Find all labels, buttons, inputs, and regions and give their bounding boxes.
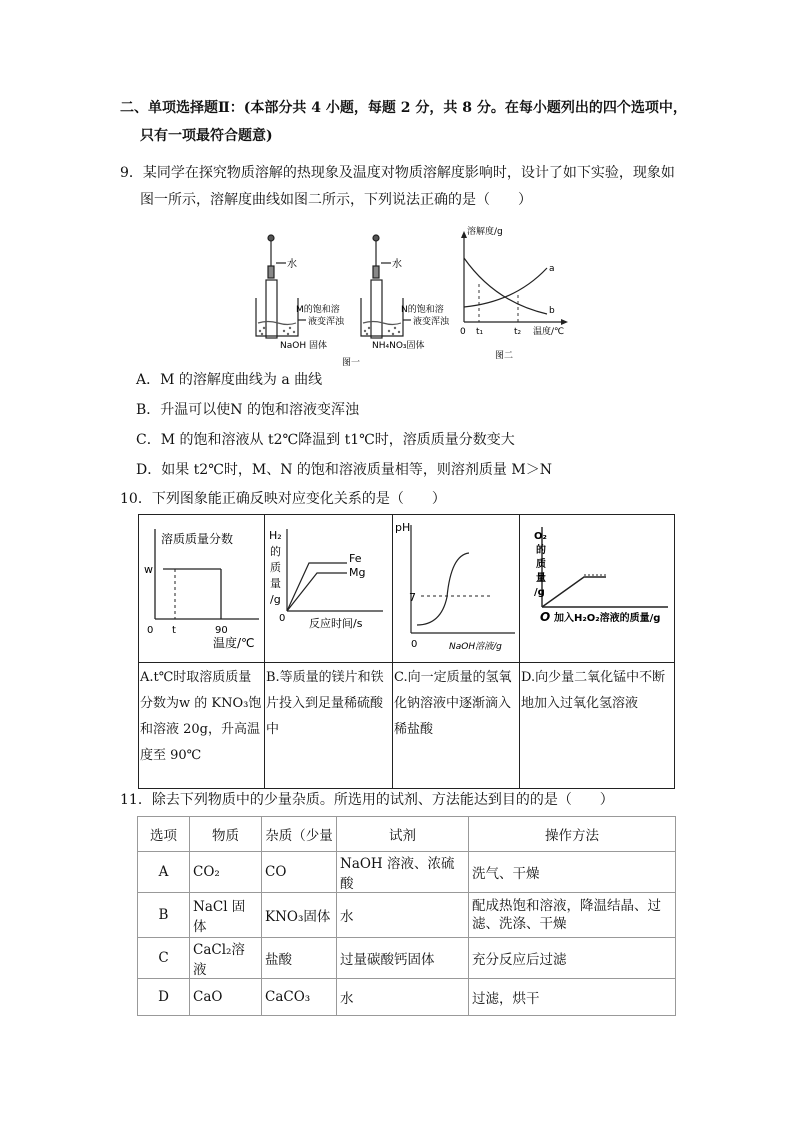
q11-row-a-impurity: CO — [262, 852, 337, 893]
q10-desc-b: B.等质量的镁片和铁片投入到足量稀硫酸中 — [265, 663, 393, 789]
q11-header-row — [138, 817, 676, 852]
section-title-line1: 二、单项选择题Ⅱ：(本部分共 4 小题，每题 2 分，共 8 分。在每小题列出的四个选项中， — [120, 100, 687, 116]
fig1-caption: 图一 — [341, 358, 361, 368]
table-row — [138, 852, 676, 893]
fig2-ylabel: 溶解度/g — [467, 227, 503, 237]
q10-desc-d: D.向少量二氧化锰中不断地加入过氧化氢溶液 — [520, 663, 675, 789]
fig2-t2: t₂ — [514, 327, 522, 337]
q11-table — [137, 816, 676, 1016]
q11-row-c-method: 充分反应后过滤 — [469, 938, 676, 979]
q11-header-reagent: 试剂 — [337, 817, 469, 852]
graph-b-y1: H₂ — [269, 529, 282, 542]
q11-row-c-reagent: 过量碳酸钙固体 — [337, 938, 469, 979]
q11-row-c-impurity: 盐酸 — [262, 938, 337, 979]
graph-a-xlabel: 温度/℃ — [213, 636, 255, 650]
q10-graph-b-cell — [265, 515, 393, 663]
q10-graph-c — [393, 515, 518, 658]
graph-b-y4: 量 — [270, 577, 281, 590]
fig1-m-label1: M的饱和溶 — [296, 305, 340, 315]
fig2-curve-b-label: b — [549, 306, 555, 316]
fig1-n-label1: N的饱和溶 — [401, 305, 444, 315]
graph-c-origin: 0 — [411, 639, 418, 650]
fig1-nh4no3-label: NH₄NO₃固体 — [372, 341, 425, 351]
fig2-t1: t₁ — [476, 327, 484, 337]
q11-row-d-option: D — [138, 979, 190, 1016]
q11-row-b-impurity: KNO₃固体 — [262, 893, 337, 938]
graph-c-ylabel: pH — [395, 521, 411, 534]
graph-d-y5: /g — [534, 587, 545, 598]
q9-stem-line1: 9．某同学在探究物质溶解的热现象及温度对物质溶解度影响时，设计了如下实验，现象如 — [120, 165, 675, 181]
q11-row-b-option: B — [138, 893, 190, 938]
graph-b-y2: 的 — [270, 545, 281, 558]
q11-row-b-method: 配成热饱和溶液，降温结晶、过滤、洗涤、干燥 — [469, 893, 676, 938]
fig1-naoh-label: NaOH 固体 — [280, 341, 327, 351]
graph-b-y5: /g — [270, 593, 281, 606]
q11-row-c-substance: CaCl₂溶液 — [190, 938, 262, 979]
graph-a-w: w — [144, 563, 153, 576]
fig2-caption: 图二 — [495, 351, 514, 361]
graph-d-y2: 的 — [536, 545, 546, 556]
q9-option-c: C．M 的饱和溶液从 t2℃降温到 t1℃时，溶质质量分数变大 — [136, 432, 515, 448]
q10-graph-a — [139, 515, 263, 658]
q11-row-c-option: C — [138, 938, 190, 979]
fig1-m-label2: 液变浑浊 — [308, 317, 345, 327]
graph-d-y4: 量 — [536, 573, 546, 584]
q9-option-d: D．如果 t2℃时，M、N 的饱和溶液质量相等，则溶剂质量 M＞N — [136, 462, 552, 478]
graph-b-y3: 质 — [270, 561, 281, 574]
q11-row-d-method: 过滤，烘干 — [469, 979, 676, 1016]
graph-a-origin: 0 — [147, 625, 154, 636]
q10-graph-d-cell — [520, 515, 675, 663]
fig2-curve-a-label: a — [549, 264, 555, 274]
graph-d-origin: O — [540, 610, 551, 624]
q10-graph-d — [520, 515, 673, 658]
section-title-line2: 只有一项最符合题意) — [140, 128, 273, 144]
q10-table — [138, 514, 675, 789]
graph-b-fe: Fe — [349, 552, 362, 565]
graph-a-ylabel: 溶质质量分数 — [161, 532, 234, 546]
q9-option-b: B．升温可以使N 的饱和溶液变浑浊 — [136, 402, 359, 418]
fig1-n-label2: 液变浑浊 — [413, 317, 450, 327]
fig2-origin: 0 — [460, 327, 466, 337]
graph-d-xlabel: 加入H₂O₂溶液的质量/g — [554, 613, 661, 624]
q11-row-a-option: A — [138, 852, 190, 893]
q10-graph-a-cell — [139, 515, 265, 663]
q11-row-d-substance: CaO — [190, 979, 262, 1016]
graph-b-origin: 0 — [279, 613, 286, 624]
graph-b-xlabel: 反应时间/s — [309, 617, 363, 630]
table-row — [138, 938, 676, 979]
table-row — [138, 979, 676, 1016]
q11-stem: 11．除去下列物质中的少量杂质。所选用的试剂、方法能达到目的的是（ ） — [120, 792, 614, 808]
fig1-water-right: 水 — [392, 259, 402, 270]
q11-row-b-substance: NaCl 固体 — [190, 893, 262, 938]
q10-graph-c-cell — [393, 515, 520, 663]
q9-stem-line2: 图一所示，溶解度曲线如图二所示，下列说法正确的是（ ） — [140, 192, 532, 208]
q11-row-a-substance: CO₂ — [190, 852, 262, 893]
test-tube-right — [371, 280, 382, 338]
graph-c-7: 7 — [409, 591, 416, 604]
q11-row-a-method: 洗气、干燥 — [469, 852, 676, 893]
q11-header-substance: 物质 — [190, 817, 262, 852]
graph-c-xlabel: NaOH溶液/g — [449, 642, 502, 652]
q9-figure2 — [455, 222, 575, 367]
q11-row-b-reagent: 水 — [337, 893, 469, 938]
q9-option-a: A．M 的溶解度曲线为 a 曲线 — [136, 372, 323, 388]
q9-figure1 — [248, 228, 453, 368]
graph-a-t: t — [172, 625, 176, 636]
q11-row-a-reagent: NaOH 溶液、浓硫酸 — [337, 852, 469, 893]
q11-row-d-impurity: CaCO₃ — [262, 979, 337, 1016]
fig1-water-left: 水 — [287, 259, 297, 270]
test-tube-left — [266, 280, 277, 338]
graph-a-90: 90 — [215, 625, 228, 636]
graph-d-y1: O₂ — [534, 531, 547, 542]
q10-graph-b — [265, 515, 391, 658]
graph-b-mg: Mg — [349, 566, 366, 579]
q10-desc-a: A.t℃时取溶质质量分数为w 的 KNO₃饱和溶液 20g，升高温度至 90℃ — [139, 663, 265, 789]
graph-d-y3: 质 — [536, 559, 546, 570]
q11-header-option: 选项 — [138, 817, 190, 852]
table-row — [138, 893, 676, 938]
q10-stem: 10．下列图象能正确反映对应变化关系的是（ ） — [120, 491, 446, 507]
q11-header-method: 操作方法 — [469, 817, 676, 852]
fig2-xlabel: 温度/℃ — [533, 327, 565, 337]
q11-row-d-reagent: 水 — [337, 979, 469, 1016]
q11-header-impurity: 杂质（少量 — [262, 817, 337, 852]
q10-desc-c: C.向一定质量的氢氧化钠溶液中逐渐滴入稀盐酸 — [393, 663, 520, 789]
